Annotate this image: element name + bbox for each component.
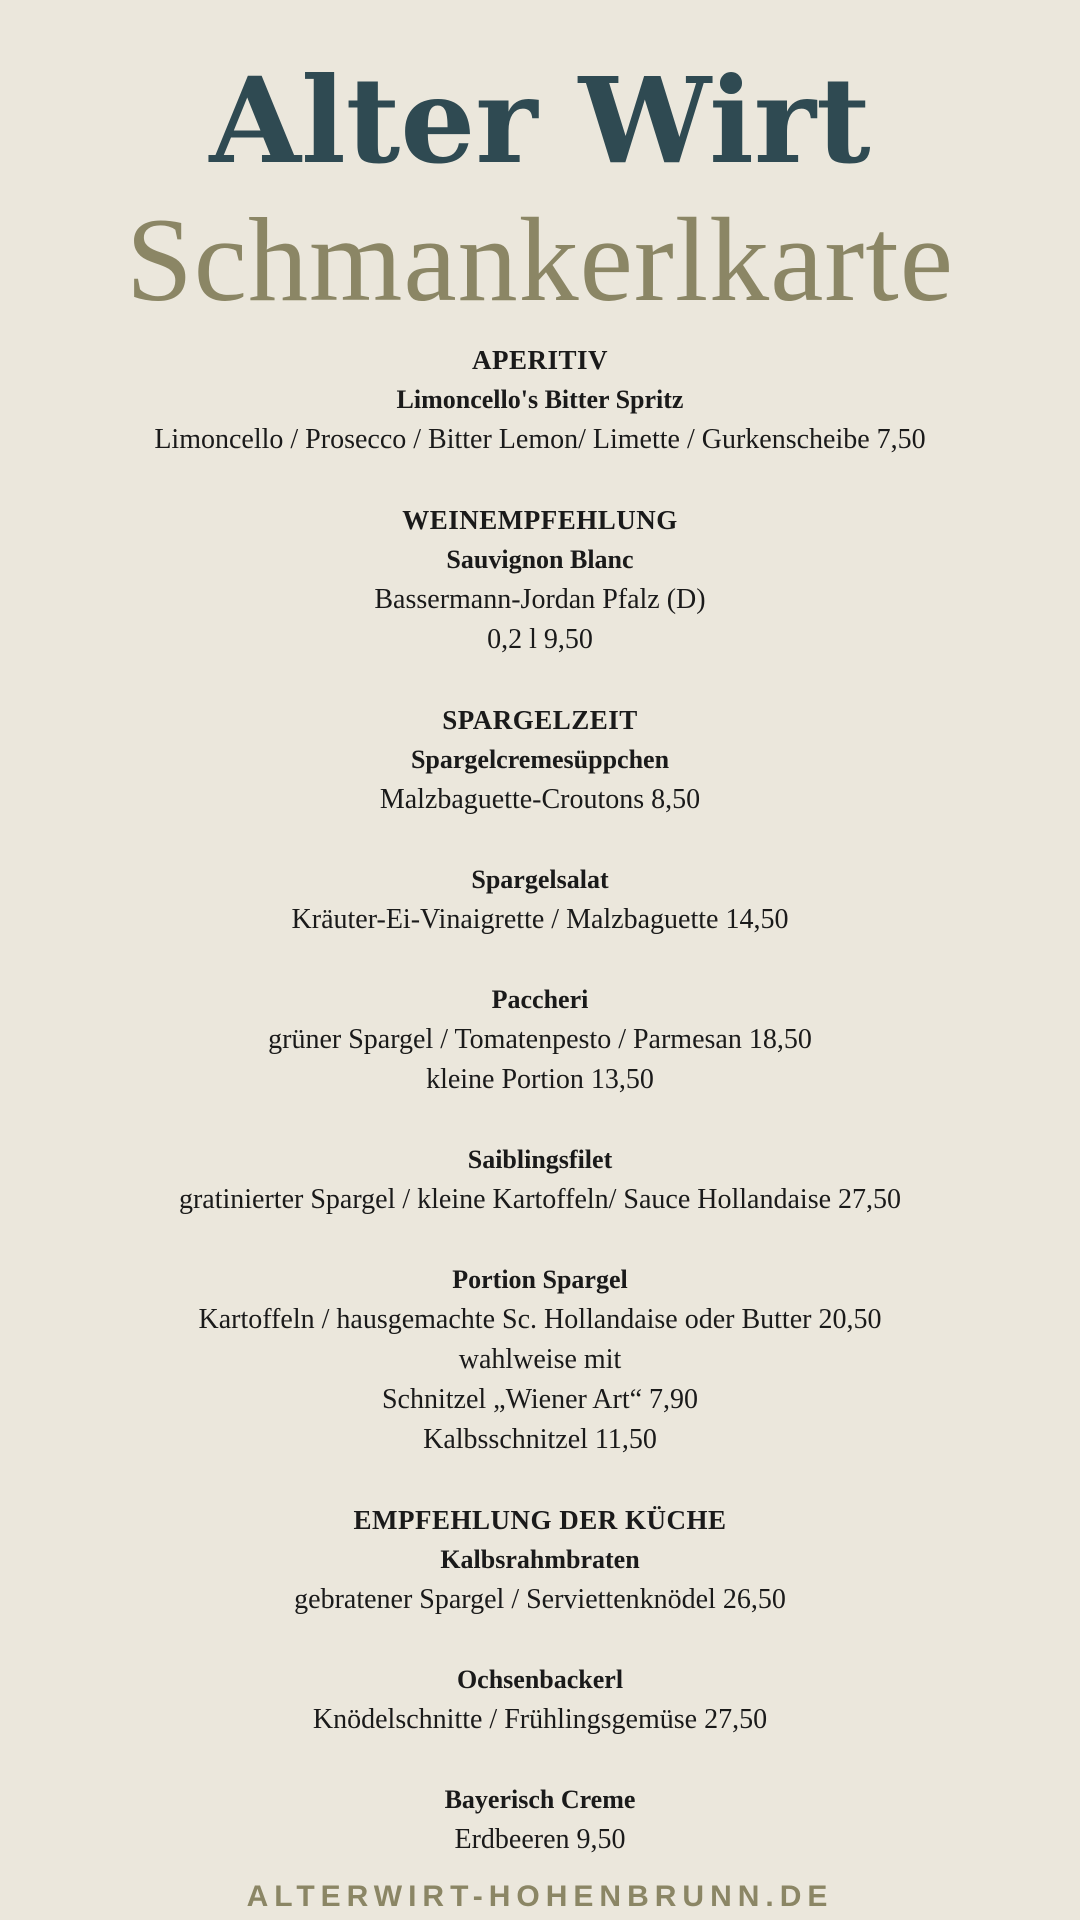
dish-description: 0,2 l 9,50 <box>487 624 593 655</box>
menu-section <box>0 1500 1080 1620</box>
dish-description: Bassermann-Jordan Pfalz (D) <box>374 584 706 615</box>
dish-name: Sauvignon Blanc <box>446 545 634 574</box>
alter-wirt-logo <box>0 50 1080 190</box>
dish-name: Portion Spargel <box>452 1265 628 1294</box>
dish-name: Spargelsalat <box>471 865 609 894</box>
menu-section <box>0 1140 1080 1220</box>
dish-name: Ochsenbackerl <box>456 1665 624 1694</box>
dish-name: Limoncello's Bitter Spritz <box>396 385 684 414</box>
dish-description: Erdbeeren 9,50 <box>454 1824 626 1855</box>
menu-section <box>0 860 1080 940</box>
dish-name: Paccheri <box>491 985 589 1014</box>
dish-name: Kalbsrahmbraten <box>440 1545 640 1574</box>
website-footer: ALTERWIRT-HOHENBRUNN.DE <box>246 1880 834 1913</box>
dish-description: Malzbaguette-Croutons 8,50 <box>379 784 701 815</box>
dish-name: Saiblingsfilet <box>467 1145 613 1174</box>
dish-description: Knödelschnitte / Frühlingsgemüse 27,50 <box>312 1704 768 1735</box>
menu-section <box>0 1660 1080 1740</box>
section-heading: APERITIV <box>471 345 609 375</box>
section-heading: SPARGELZEIT <box>442 705 638 735</box>
dish-description: grüner Spargel / Tomatenpesto / Parmesan 18,50 <box>268 1024 812 1055</box>
section-heading: EMPFEHLUNG DER KÜCHE <box>353 1505 727 1535</box>
section-heading: WEINEMPFEHLUNG <box>402 505 678 535</box>
dish-description: Limoncello / Prosecco / Bitter Lemon/ Limette / Gurkenscheibe 7,50 <box>154 424 926 455</box>
logo-blackletter-graphic <box>209 50 871 190</box>
dish-name: Bayerisch Creme <box>444 1785 636 1814</box>
menu-section <box>0 980 1080 1100</box>
dish-description: Kräuter-Ei-Vinaigrette / Malzbaguette 14,50 <box>291 904 789 935</box>
page-title: Schmankerlkarte <box>126 193 954 326</box>
dish-description: Kalbsschnitzel 11,50 <box>423 1424 657 1455</box>
dish-description: kleine Portion 13,50 <box>426 1064 654 1095</box>
dish-description: gebratener Spargel / Serviettenknödel 26,50 <box>294 1584 786 1615</box>
menu-section <box>0 340 1080 460</box>
menu-section <box>0 700 1080 820</box>
menu-section <box>0 1780 1080 1860</box>
dish-name: Spargelcremesüppchen <box>410 745 670 774</box>
dish-description: Schnitzel „Wiener Art“ 7,90 <box>381 1384 699 1415</box>
dish-description: gratinierter Spargel / kleine Kartoffeln/ Sauce Hollandaise 27,50 <box>178 1184 902 1215</box>
menu-section <box>0 500 1080 660</box>
menu-list <box>0 340 1080 1900</box>
dish-description: wahlweise mit <box>458 1344 622 1375</box>
logo-text: Alter Wirt <box>209 51 871 190</box>
dish-description: Kartoffeln / hausgemachte Sc. Hollandaise oder Butter 20,50 <box>198 1304 882 1335</box>
menu-section <box>0 1260 1080 1460</box>
